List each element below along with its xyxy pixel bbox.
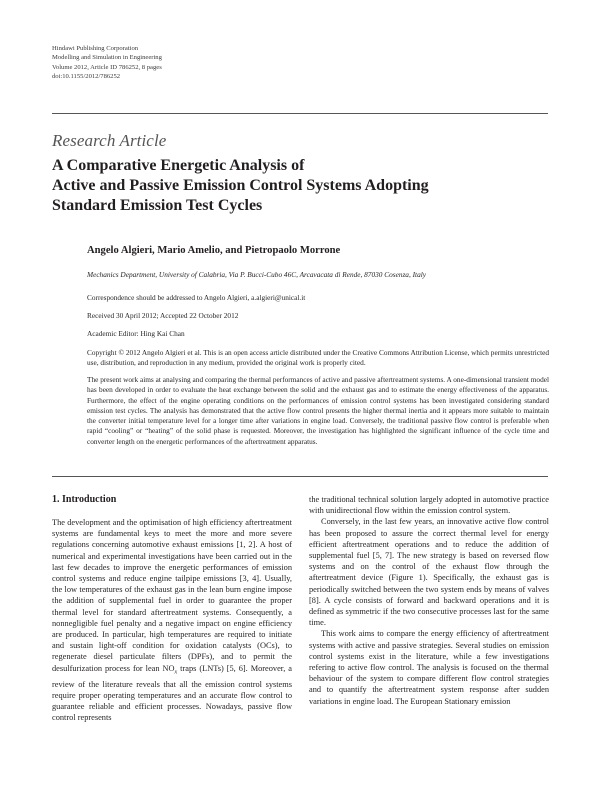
paragraph-text: traps (LNTs) [5, 6]. Moreover, a review of the literature reveals that all the emission control systems require proper operating temperatures and an accurate flow control to guarantee reliable and efficient processes. Nowadays, passive flow control represents	[52, 663, 292, 723]
abstract-rule	[52, 476, 548, 477]
paragraph	[52, 517, 292, 723]
paragraph: Conversely, in the last few years, an innovative active flow control has been proposed to assure the correct thermal level for energy efficient aftertreatment operations and to reduce the addition of supplemental fuel [5, 7]. The new strategy is based on reversed flow systems and on the control of the exhaust flow through the aftertreatment device (Figure 1). Specifically, the exhaust gas is periodically switched between the two system ends by means of valves [8]. A cycle consists of forward and backward operations and it is defined as symmetric if the two consecutive processes last for the same time.	[309, 517, 549, 628]
column-right	[309, 494, 549, 707]
doi: doi:10.1155/2012/786252	[52, 72, 121, 80]
authors: Angelo Algieri, Mario Amelio, and Pietropaolo Morrone	[87, 245, 341, 256]
publisher: Hindawi Publishing Corporation	[52, 45, 139, 52]
dates: Received 30 April 2012; Accepted 22 October 2012	[87, 311, 239, 320]
volume-info: Volume 2012, Article ID 786252, 8 pages	[52, 63, 162, 71]
academic-editor: Academic Editor: Hing Kai Chan	[87, 329, 185, 338]
title-line: Active and Passive Emission Control Systems Adopting	[52, 177, 429, 194]
affiliation: Mechanics Department, University of Calabria, Via P. Bucci-Cubo 46C, Arcavacata di Rende, 87030 Cosenza, Italy	[87, 270, 426, 279]
title-line: A Comparative Energetic Analysis of	[52, 157, 305, 174]
top-rule	[52, 113, 548, 114]
article-type: Research Article	[52, 131, 167, 150]
journal-header	[52, 44, 162, 81]
copyright: Copyright © 2012 Angelo Algieri et al. This is an open access article distributed under the Creative Commons Attribution License, which permits unrestricted use, distribution, and reproduction in any medium, provided the original work is properly cited.	[87, 348, 549, 367]
paragraph: This work aims to compare the energy efficiency of aftertreatment systems with active and passive strategies. Several studies on emission control systems exist in the literature, while a few investigations refering to active flow control. The analysis is focused on the thermal behaviour of the system to compare different flow control strategies and to quantify the aftertreatment system response after sudden variations in engine load. The European Stationary emission	[309, 629, 549, 706]
journal-name: Modelling and Simulation in Engineering	[52, 54, 162, 62]
column-left	[52, 517, 292, 723]
paragraph: the traditional technical solution largely adopted in automotive practice with unidirectional flow within the emission control system.	[309, 495, 549, 516]
abstract: The present work aims at analysing and comparing the thermal performances of active and passive aftertreatment systems. A one-dimensional transient model has been developed in order to evaluate the heat exchange between the solid and the exhaust gas and to estimate the energy effectiveness of the apparatus. Furthermore, the effect of the engine operating conditions on the performances of emission control systems has been investigated considering standard emission test cycles. The analysis has demonstrated that the active flow control presents the higher thermal inertia and it appears more suitable to maintain the converter initial temperature level for a longer time after variations in engine load. Conversely, the traditional passive flow control is preferable when rapid “cooling” or “heating” of the solid phase is requested. Moreover, the investigation has highlighted the significant influence of the cycle time and converter length on the energetic performances of the aftertreatment apparatus.	[87, 375, 549, 446]
title-line: Standard Emission Test Cycles	[52, 197, 263, 214]
subscript: x	[174, 669, 178, 676]
paper-title	[52, 156, 512, 216]
paragraph-text: The development and the optimisation of high efficiency aftertreatment systems are fundamental keys to meet the more and more severe regulations concerning automotive exhaust emissions [1, 2]. A host of numerical and experimental investigations have been carried out in the last few decades to improve the energetic performances of emission control systems and reduce engine tailpipe emissions [3, 4]. Usually, the low temperatures of the exhaust gas in the lean burn engine impose the addition of supplemental fuel in order to guarantee the proper thermal level for standard aftertreatment systems. Consequently, a nonnegligible fuel penalty and a negative impact on engine efficiency are produced. In particular, high temperatures are required to initiate and sustain light-off condition for oxidation catalysts (OCs), to regenerate diesel particulate filters (DPFs), and to permit the desulfurization process for lean NO	[52, 518, 292, 673]
correspondence: Correspondence should be addressed to Angelo Algieri, a.algieri@unical.it	[87, 293, 306, 302]
section-heading: 1. Introduction	[52, 494, 117, 505]
